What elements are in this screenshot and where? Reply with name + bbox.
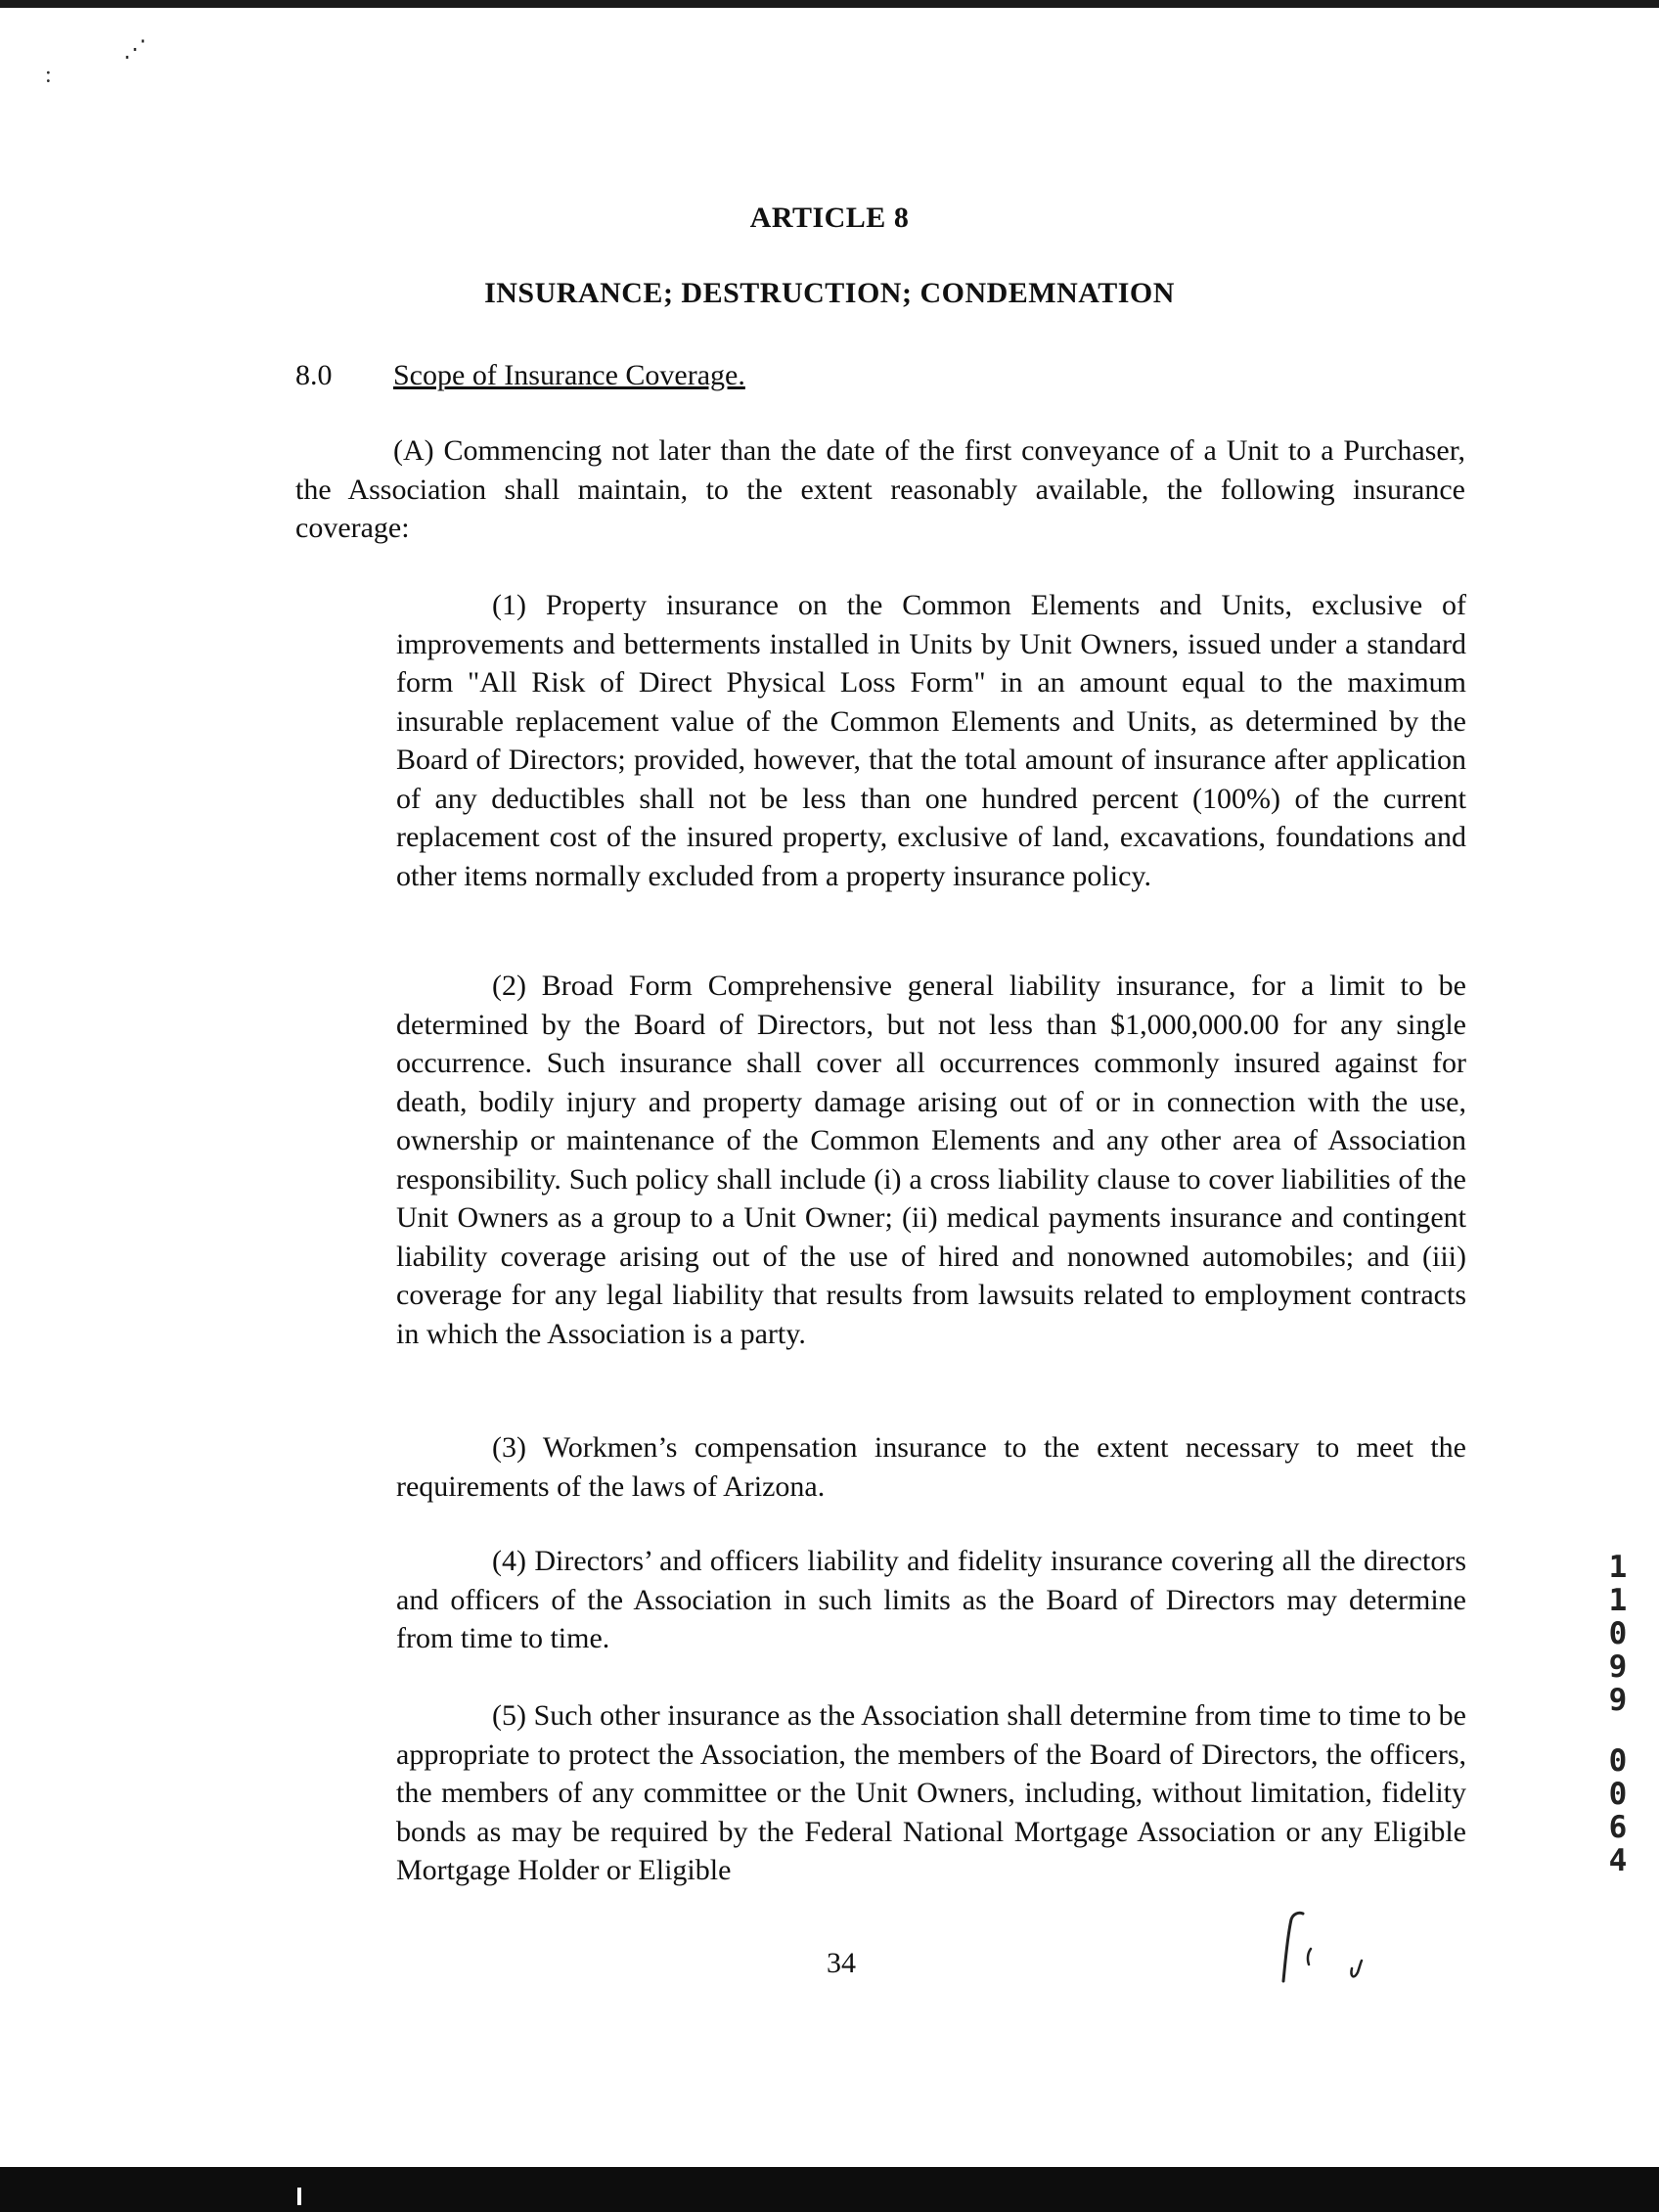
- section-heading: [295, 359, 745, 392]
- section-title: Scope of Insurance Coverage.: [393, 359, 745, 391]
- article-title: INSURANCE; DESTRUCTION; CONDEMNATION: [484, 277, 1175, 309]
- scan-speck: ⋰: [123, 37, 147, 63]
- bates-digit: 6: [1608, 1810, 1628, 1845]
- list-item-2: (2) Broad Form Comprehensive general liability insurance, for a limit to be determined by the Board of Directors, but not less than $1,000,000.00 for any single occurrence. Such insurance shall cover all occurrences commonly insured against for death, bodily injury and property damage arising out of or in connection with the use, ownership or maintenance of the Common Elements and any other area of Association responsibility. Such policy shall include (i) a cross liability clause to cover liabilities of the Unit Owners as a group to a Unit Owner; (ii) medical payments insurance and contingent liability coverage arising out of the use of hired and nonowned automobiles; and (iii) coverage for any legal liability that results from lawsuits related to employment contracts in which the Association is a party.: [396, 970, 1466, 1350]
- list-item-5: (5) Such other insurance as the Association shall determine from time to time to be appropriate to protect the Association, the members of the Board of Directors, the officers, the members of any committee or the Unit Owners, including, without limitation, fidelity bonds as may be required by the Federal National Mortgage Association or any Eligible Mortgage Holder or Eligible: [396, 1699, 1466, 1886]
- scan-bottom-border: [0, 2167, 1659, 2212]
- list-item-3: (3) Workmen’s compensation insurance to the extent necessary to meet the requirements of the laws of Arizona.: [396, 1431, 1466, 1503]
- paragraph-a: (A) Commencing not later than the date of the first conveyance of a Unit to a Purchaser, the Association shall maintain, to the extent reasonably available, the following insurance coverage:: [295, 434, 1465, 544]
- bates-gap: [1600, 1717, 1636, 1744]
- bates-digit: 4: [1608, 1843, 1628, 1878]
- section-number: 8.0: [295, 359, 333, 391]
- bates-digit: 9: [1608, 1683, 1628, 1718]
- list-item-4: (4) Directors’ and officers liability and fidelity insurance covering all the directors and officers of the Association in such limits as the Board of Directors may determine from time to time.: [396, 1545, 1466, 1654]
- list-item-1: (1) Property insurance on the Common Elements and Units, exclusive of improvements and betterments installed in Units by Unit Owners, issued under a standard form "All Risk of Direct Physical Loss Form" in an amount equal to the maximum insurable replacement value of the Common Elements and Units, as determined by the Board of Directors; provided, however, that the total amount of insurance after application of any deductibles shall not be less than one hundred percent (100%) of the current replacement cost of the insured property, exclusive of land, excavations, foundations and other items normally excluded from a property insurance policy.: [396, 589, 1466, 892]
- bates-digit: 0: [1608, 1743, 1628, 1779]
- handwritten-initials: [1262, 1908, 1399, 1986]
- bates-digit: 9: [1608, 1649, 1628, 1685]
- bates-digit: 1: [1608, 1583, 1628, 1618]
- bates-digit: 0: [1608, 1777, 1628, 1812]
- bates-digit: 1: [1608, 1550, 1628, 1585]
- article-label: ARTICLE 8: [749, 202, 910, 234]
- scan-edge-mark: [297, 2188, 301, 2205]
- scan-speck: :: [45, 63, 52, 88]
- bates-stamp: [1600, 1551, 1636, 1877]
- page-number: 34: [827, 1947, 856, 1979]
- bates-digit: 0: [1608, 1616, 1628, 1651]
